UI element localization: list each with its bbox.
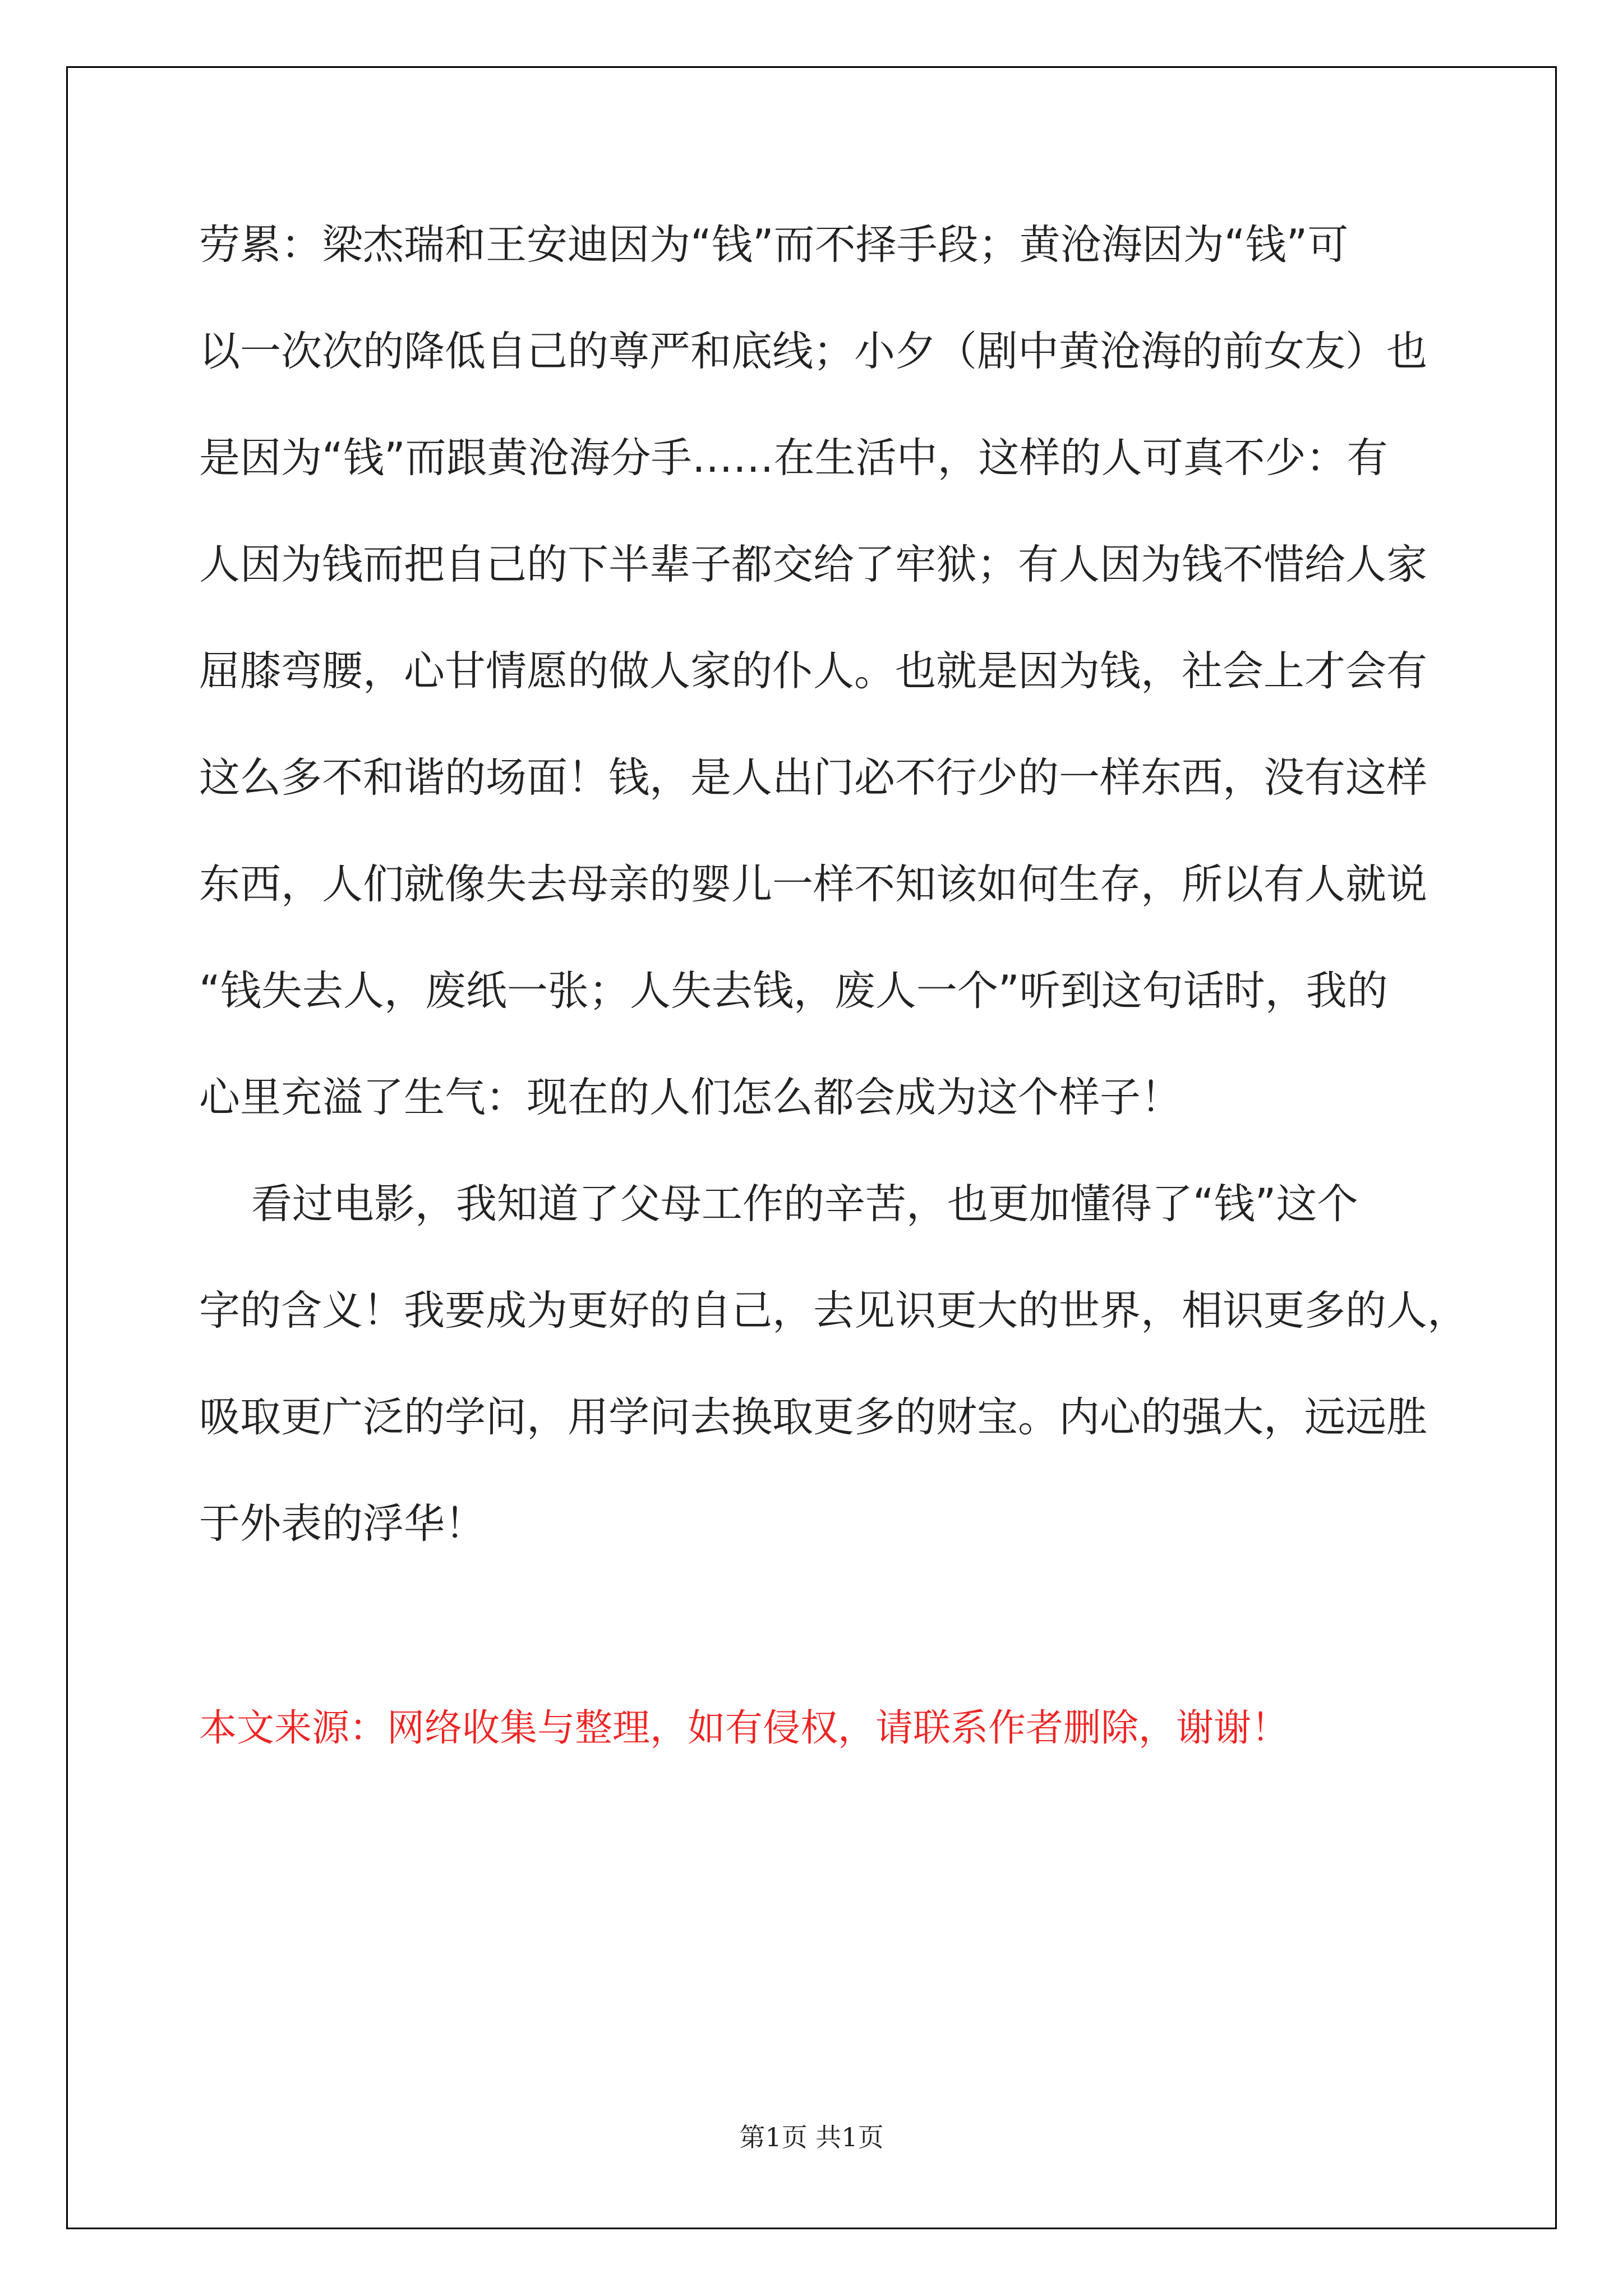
body-line-9: 心里充溢了生气：现在的人们怎么都会成为这个样子！ [199,1074,1182,1121]
body-line-11: 字的含义！我要成为更好的自己，去见识更大的世界，相识更多的人， [199,1287,1468,1335]
body-line-12: 吸取更广泛的学问，用学问去换取更多的财宝。内心的强大，远远胜 [199,1393,1427,1441]
body-line-3: 是因为“钱”而跟黄沧海分手……在生活中，这样的人可真不少：有 [199,434,1388,482]
body-line-6: 这么多不和谐的场面！钱，是人出门必不行少的一样东西，没有这样 [199,754,1427,802]
body-line-4: 人因为钱而把自己的下半辈子都交给了牢狱；有人因为钱不惜给人家 [199,541,1427,588]
body-line-2: 以一次次的降低自己的尊严和底线；小夕（剧中黄沧海的前女友）也 [199,328,1427,375]
body-line-13: 于外表的浮华！ [199,1500,486,1548]
page-footer: 第1页 共1页 [739,2122,884,2152]
document-body [199,216,1468,1602]
body-line-8: “钱失去人，废纸一张；人失去钱，废人一个”听到这句话时，我的 [199,967,1388,1015]
body-line-1: 劳累：梁杰瑞和王安迪因为“钱”而不择手段；黄沧海因为“钱”可 [199,221,1349,269]
source-note: 本文来源：网络收集与整理，如有侵权，请联系作者删除，谢谢！ [199,1706,1289,1750]
body-line-10: 看过电影，我知道了父母工作的辛苦，也更加懂得了“钱”这个 [199,1180,1358,1228]
body-line-5: 屈膝弯腰，心甘情愿的做人家的仆人。也就是因为钱，社会上才会有 [199,647,1427,695]
body-line-7: 东西，人们就像失去母亲的婴儿一样不知该如何生存，所以有人就说 [199,861,1427,908]
